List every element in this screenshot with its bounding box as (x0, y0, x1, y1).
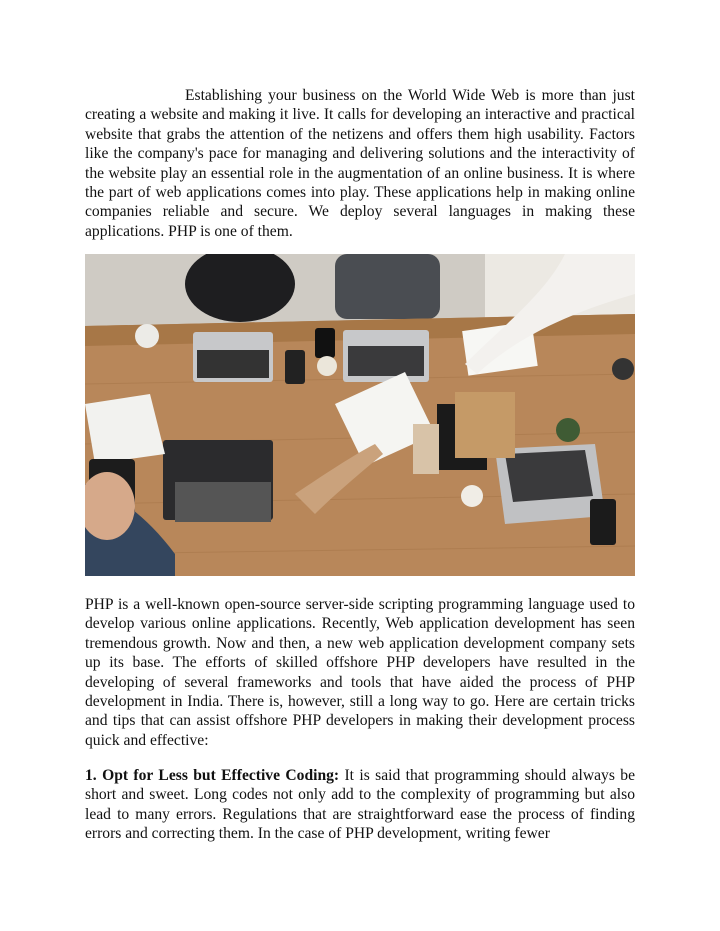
php-overview-paragraph: PHP is a well-known open-source server-side scripting programming language used to develop various online applications. Recently, Web application development has seen tremendous growth. Now and then, a new web application development company sets up its base. The efforts of skilled offshore PHP developers have resulted in the developing of several frameworks and tools that have aided the process of PHP development in India. There is, however, still a long way to go. Here are certain tricks and tips that can assist offshore PHP developers in making their development process quick and effective: (85, 596, 635, 749)
tip-1-body: It is said that programming should always be short and sweet. Long codes not only add to the complexity of programming but also lead to many errors. Regulations that are straightforward ease the process of finding errors and correcting them. In the case of PHP development, writing fewer (85, 767, 635, 843)
intro-paragraph: Establishing your business on the World Wide Web is more than just creating a website and making it live. It calls for developing an interactive and practical website that grabs the attention of the netizens and offers them high usability. Factors like the company's pace for managing and delivering solutions and the interactivity of the website play an essential role in the augmentation of an online business. It is where the part of web applications comes into play. These applications help in making online companies reliable and secure. We deploy several languages in making these applications. PHP is one of them. (85, 87, 635, 240)
team-meeting-photo (85, 254, 635, 576)
tip-1-paragraph (85, 766, 635, 844)
tip-1-heading: 1. Opt for Less but Effective Coding: (85, 767, 340, 784)
